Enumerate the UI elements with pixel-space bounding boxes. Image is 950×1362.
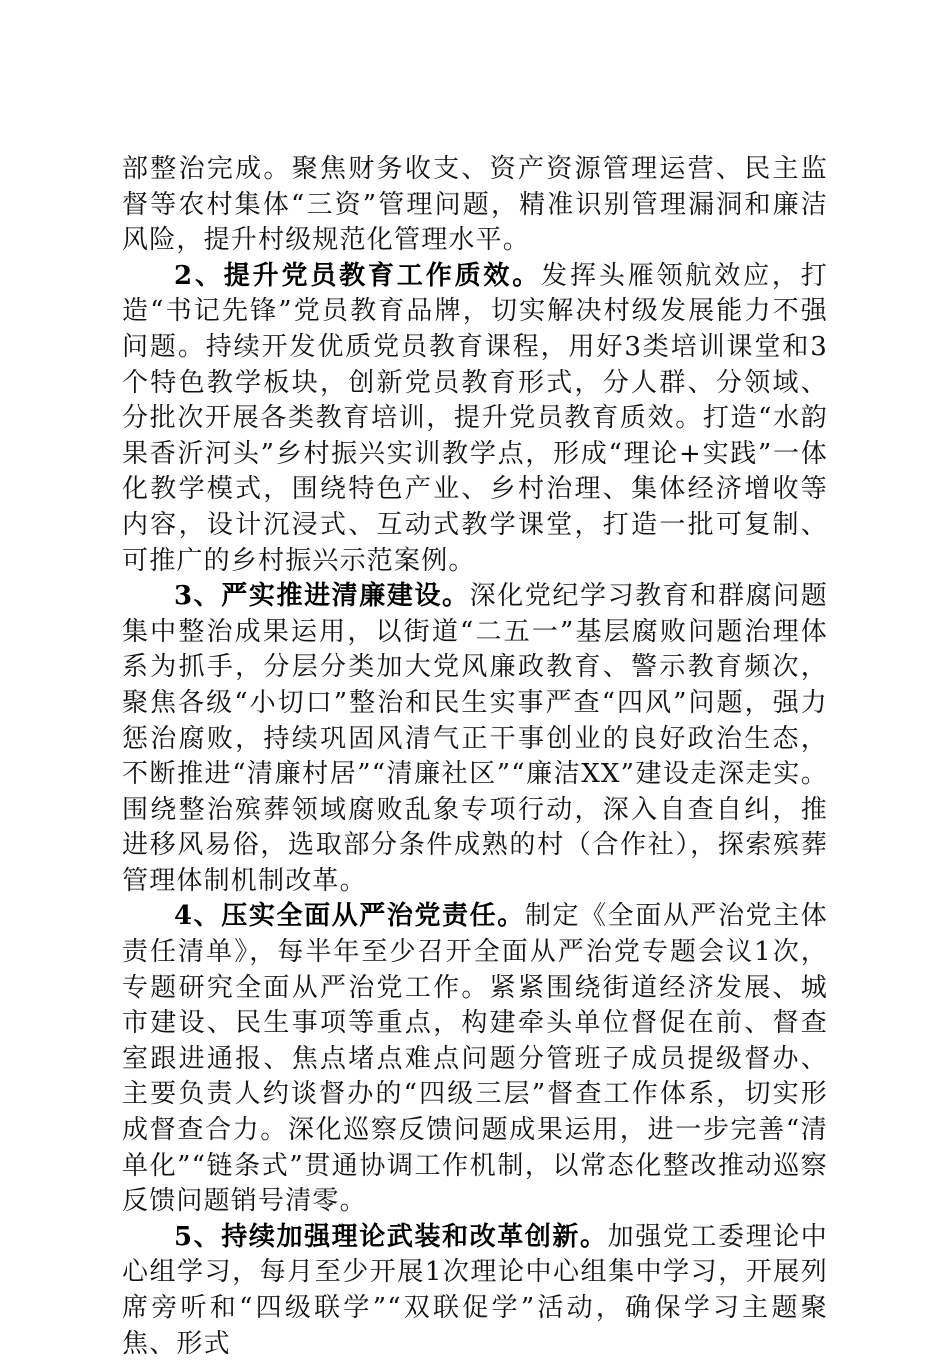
paragraph-item-3: [122, 579, 828, 899]
paragraph-heading: 5、持续加强理论武装和改革创新。: [174, 1221, 608, 1252]
paragraph-item-2: [122, 259, 828, 579]
document-page: [122, 152, 828, 1362]
paragraph-heading: 4、压实全面从严治党责任。: [174, 901, 525, 932]
paragraph-heading: 2、提升党员教育工作质效。: [174, 260, 542, 291]
paragraph-item-5: [122, 1220, 828, 1362]
paragraph-heading: 3、严实推进清廉建设。: [174, 581, 470, 612]
paragraph-text: 加强党工委理论中心组学习，每月至少开展1次理论中心组集中学习，开展列席旁听和“四级联学”“双联促学”活动，确保学习主题聚焦、形式: [122, 1221, 828, 1359]
paragraph-text: 部整治完成。聚焦财务收支、资产资源管理运营、民主监督等农村集体“三资”管理问题，精准识别管理漏洞和廉洁风险，提升村级规范化管理水平。: [122, 154, 828, 256]
paragraph-text: 发挥头雁领航效应，打造“书记先锋”党员教育品牌，切实解决村级发展能力不强问题。持续开发优质党员教育课程，用好3类培训课堂和3个特色教学板块，创新党员教育形式，分人群、分领域、分批次开展各类教育培训，提升党员教育质效。打造“水韵果香沂河头”乡村振兴实训教学点，形成“理论+实践”一体化教学模式，围绕特色产业、乡村治理、集体经济增收等内容，设计沉浸式、互动式教学课堂，打造一批可复制、可推广的乡村振兴示范案例。: [122, 260, 828, 576]
paragraph-text: 深化党纪学习教育和群腐问题集中整治成果运用，以街道“二五一”基层腐败问题治理体系为抓手，分层分类加大党风廉政教育、警示教育频次，聚焦各级“小切口”整治和民生实事严查“四风”问题，强力惩治腐败，持续巩固风清气正干事创业的良好政治生态，不断推进“清廉村居”“清廉社区”“廉洁XX”建设走深走实。围绕整治殡葬领域腐败乱象专项行动，深入自查自纠，推进移风易俗，选取部分条件成熟的村（合作社），探索殡葬管理体制机制改革。: [122, 581, 828, 896]
paragraph-item-4: [122, 899, 828, 1219]
paragraph-continuation: [122, 152, 828, 259]
paragraph-text: 制定《全面从严治党主体责任清单》，每半年至少召开全面从严治党专题会议1次，专题研究全面从严治党工作。紧紧围绕街道经济发展、城市建设、民生事项等重点，构建牵头单位督促在前、督查室跟进通报、焦点堵点难点问题分管班子成员提级督办、主要负责人约谈督办的“四级三层”督查工作体系，切实形成督查合力。深化巡察反馈问题成果运用，进一步完善“清单化”“链条式”贯通协调工作机制，以常态化整改推动巡察反馈问题销号清零。: [122, 901, 828, 1217]
